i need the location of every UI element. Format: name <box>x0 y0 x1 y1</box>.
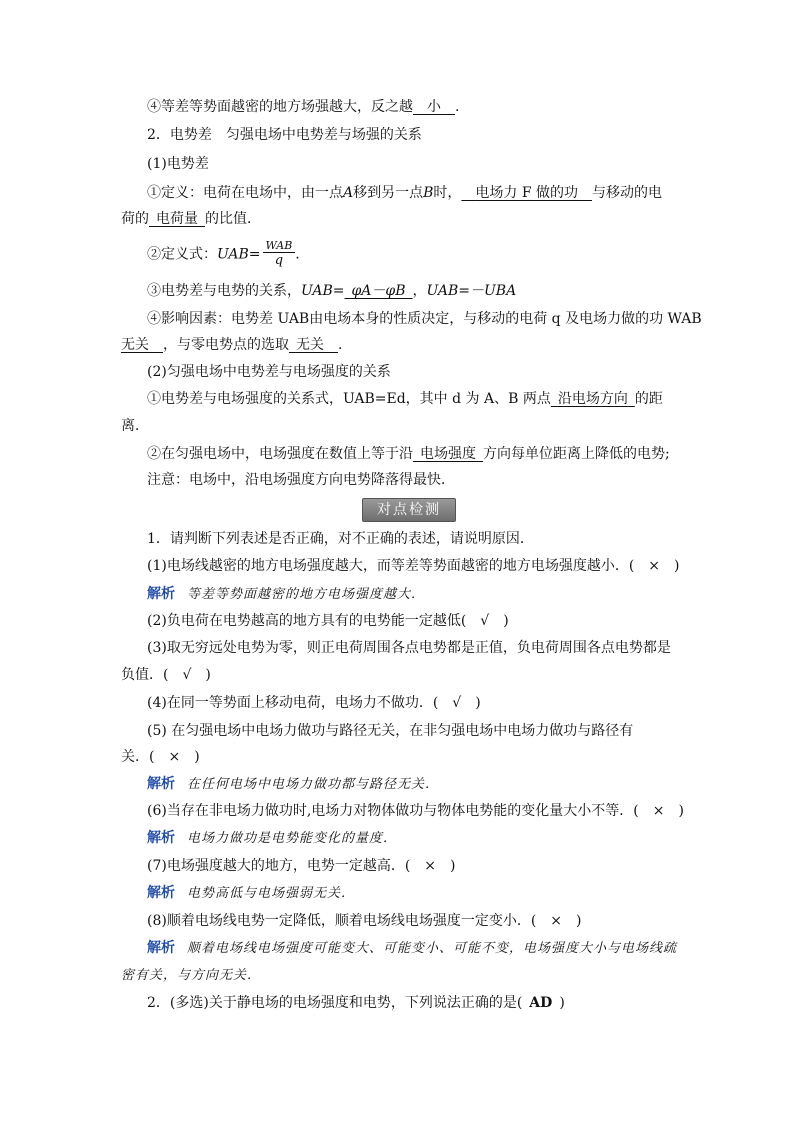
question-1-item-5-cont: 关．( × ) <box>121 749 200 765</box>
blank-answer: 电场力 F 做的功 <box>475 185 579 201</box>
question-1-item-8: (8)顺着电场线电势一定降低，顺着电场线电场强度一定变小．( × ) <box>147 913 582 929</box>
para-formula: ②定义式：UAB= $\frac{\text{WAB}}{q}$ . <box>147 239 300 268</box>
para-point-4: ④等差等势面越密的地方场强越大，反之越 小 . <box>147 99 460 115</box>
explanation: 解析 在任何电场中电场力做功都与路径无关． <box>147 776 440 792</box>
question-1-item-5: (5) 在匀强电场中电场力做功与路径无关，在非匀强电场中电场力做功与路径有 <box>147 723 634 739</box>
question-1-item-7: (7)电场强度越大的地方，电势一定越高．( × ) <box>147 858 456 874</box>
explanation-label: 解析 <box>147 830 175 846</box>
explanation-label: 解析 <box>147 885 175 901</box>
blank-answer: 电场强度 <box>420 446 476 462</box>
blank-answer: 沿电场方向 <box>557 391 628 407</box>
blank-answer: 无关 <box>296 337 324 353</box>
blank-answer: 小 <box>427 99 441 115</box>
fraction: $\frac{\text{WAB}}{q}$ <box>263 240 296 269</box>
para-uniform-field: ②在匀强电场中，电场强度在数值上等于沿 电场强度 方向每单位距离上降低的电势; <box>147 446 670 462</box>
answer-letters: AD <box>529 995 553 1011</box>
subheading-1: (1)电势差 <box>147 156 209 172</box>
para-relation: ③电势差与电势的关系，UAB= φA－φB ，UAB=－UBA <box>147 283 517 299</box>
explanation-label: 解析 <box>147 940 175 956</box>
blank-answer: 无关 <box>121 337 149 353</box>
para-relation-ed-cont: 离． <box>121 418 149 434</box>
para-definition: ①定义：电荷在电场中，由一点A移到另一点B时， 电场力 F 做的功 与移动的电 <box>147 185 663 201</box>
question-1: 1．请判断下列表述是否正确，对不正确的表述，请说明原因． <box>147 531 534 547</box>
explanation-label: 解析 <box>147 586 175 602</box>
question-1-item-3: (3)取无穷远处电势为零，则正电荷周围各点电势都是正值，负电荷周围各点电势都是 <box>147 640 671 656</box>
question-1-item-1: (1)电场线越密的地方电场强度越大，而等差等势面越密的地方电场强度越小．( × ) <box>147 558 680 574</box>
para-definition-cont: 荷的 电荷量 的比值． <box>121 211 261 227</box>
explanation: 解析 等差等势面越密的地方电场强度越大． <box>147 586 426 602</box>
explanation-label: 解析 <box>147 776 175 792</box>
section-banner: 对点检测 <box>362 498 456 522</box>
question-1-item-4: (4)在同一等势面上移动电荷，电场力不做功．( √ ) <box>147 695 481 711</box>
explanation-cont: 密有关，与方向无关． <box>121 968 262 983</box>
blank-answer: 电荷量 <box>156 211 198 227</box>
question-1-item-2: (2)负电荷在电势越高的地方具有的电势能一定越低( √ ) <box>147 613 509 629</box>
explanation: 解析 顺着电场线电场强度可能变大、可能变小、可能不变，电场强度大小与电场线疏 <box>147 940 678 956</box>
blank-answer: φA－φB <box>351 283 406 299</box>
para-note: 注意：电场中，沿电场强度方向电势降落得最快． <box>147 472 455 488</box>
section-heading-2: 2．电势差 匀强电场中电势差与场强的关系 <box>147 127 422 143</box>
subheading-2: (2)匀强电场中电势差与电场强度的关系 <box>147 364 391 380</box>
question-1-item-3-cont: 负值．( √ ) <box>121 667 211 683</box>
para-relation-ed: ①电势差与电场强度的关系式，UAB=Ed，其中 d 为 A、B 两点 沿电场方向 的距 <box>147 391 663 407</box>
question-2: 2．(多选)关于静电场的电场强度和电势，下列说法正确的是( AD ) <box>147 995 565 1011</box>
explanation: 解析 电势高低与电场强弱无关． <box>147 885 356 901</box>
para-factors: ④影响因素：电势差 UAB由电场本身的性质决定，与移动的电荷 q 及电场力做的功 WAB <box>147 311 702 327</box>
explanation: 解析 电场力做功是电势能变化的量度． <box>147 830 398 846</box>
question-1-item-6: (6)当存在非电场力做功时,电场力对物体做功与物体电势能的变化量大小不等．( × ) <box>147 803 684 819</box>
para-factors-cont: 无关 ，与零电势点的选取 无关 . <box>121 337 343 353</box>
